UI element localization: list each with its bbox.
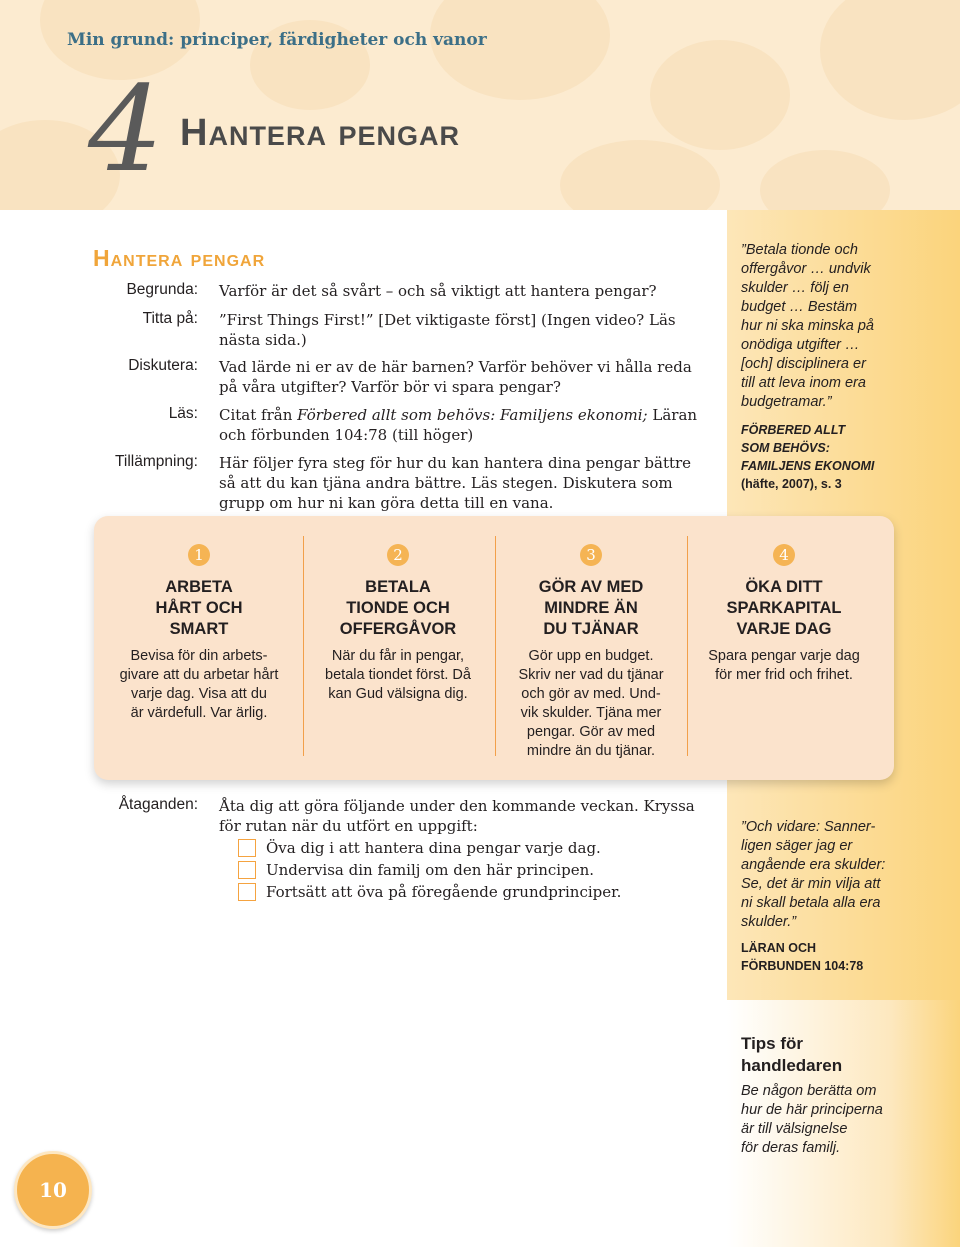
commitment-checkbox[interactable] [238, 883, 256, 901]
step-3 [496, 516, 686, 780]
quote-line: hur ni ska minska på [741, 318, 874, 334]
step-title-line: GÖR AV MED [538, 578, 644, 596]
step-title-line: SMART [169, 620, 229, 638]
tips-text [741, 1082, 911, 1158]
source-line: SOM BEHÖVS: [741, 441, 830, 455]
step-title-line: VARJE DAG [736, 620, 832, 638]
step-desc-line: givare att du arbetar hårt [119, 667, 279, 683]
step-title-line: ÖKA DITT [745, 578, 823, 596]
step-number: 4 [773, 544, 795, 566]
step-description [504, 647, 678, 761]
row-text: Vad lärde ni er av de här barnen? Varför behöver vi hålla reda på våra utgifter? Varför bör vi spara pengar? [219, 358, 692, 396]
commitment-item[interactable] [238, 882, 718, 902]
step-description [697, 647, 871, 685]
step-title-line: OFFERGÅVOR [339, 620, 457, 638]
quote-line: skulder.” [741, 914, 797, 930]
step-desc-line: mindre än du tjänar. [526, 743, 656, 759]
row-label: Titta på: [142, 310, 198, 327]
step-title-line: SPARKAPITAL [726, 599, 842, 617]
chapter-title: Hantera pengar [180, 112, 461, 154]
commitment-checkbox[interactable] [238, 861, 256, 879]
step-title [104, 577, 294, 640]
step-desc-line: vik skulder. Tjäna mer [520, 705, 662, 721]
row-label: Begrunda: [126, 281, 198, 298]
chapter-number: 4 [88, 60, 164, 198]
step-description [112, 647, 286, 723]
step-title [303, 577, 493, 640]
step-desc-line: pengar. Gör av med [526, 724, 656, 740]
row-text [219, 405, 709, 445]
step-title-line: DU TJÄNAR [543, 620, 639, 638]
commitment-checkbox[interactable] [238, 839, 256, 857]
step-1 [104, 516, 294, 780]
row-label: Tillämpning: [115, 453, 198, 470]
commitment-text: Öva dig i att hantera dina pengar varje dag. [266, 839, 601, 857]
step-desc-line: varje dag. Visa att du [131, 686, 267, 702]
step-divider [687, 536, 688, 756]
source-line: FÖRBERED ALLT [741, 423, 846, 437]
quote-line: [och] disciplinera er [741, 356, 866, 372]
quote-line: ni skall betala alla era [741, 895, 881, 911]
step-desc-line: kan Gud välsigna dig. [328, 686, 468, 702]
row-text: Varför är det så svårt – och så viktigt att hantera pengar? [219, 282, 657, 300]
sidebar-quote-debts [741, 818, 941, 932]
commitments-label: Åtaganden: [118, 796, 198, 813]
step-number: 1 [188, 544, 210, 566]
row-text-pre: Citat från [219, 406, 298, 424]
row-label: Läs: [168, 405, 198, 422]
step-desc-line: När du får in pengar, [331, 648, 465, 664]
sidebar-quote-source [741, 939, 941, 975]
step-title-line: HÅRT OCH [155, 599, 243, 617]
step-desc-line: för mer frid och frihet. [715, 667, 853, 683]
commitments-intro: Åta dig att göra följande under den kommande veckan. Kryssa för rutan när du utfört en uppgift: [219, 797, 695, 835]
quote-line: angående era skulder: [741, 857, 886, 873]
step-title-line: BETALA [365, 578, 431, 596]
quote-line: budget … Bestäm [741, 299, 858, 315]
step-title-line: TIONDE OCH [346, 599, 450, 617]
source-line: FAMILJENS EKONOMI [741, 459, 875, 473]
page-number-badge: 10 [14, 1151, 92, 1229]
step-2 [303, 516, 493, 780]
step-title [496, 577, 686, 640]
source-suffix: (häfte, 2007), s. 3 [741, 477, 842, 491]
row-label: Diskutera: [128, 357, 198, 374]
step-desc-line: Bevisa för din arbets- [130, 648, 268, 664]
quote-line: offergåvor … undvik [741, 261, 871, 277]
commitment-item[interactable] [238, 860, 718, 880]
step-title-line: ARBETA [165, 578, 233, 596]
quote-line: till att leva inom era [741, 375, 866, 391]
step-number: 2 [387, 544, 409, 566]
row-text: ”First Things First!” [Det viktigaste först] (Ingen video? Läs nästa sida.) [219, 311, 676, 349]
source-line: FÖRBUNDEN 104:78 [741, 959, 864, 973]
step-desc-line: och gör av med. Und- [521, 686, 661, 702]
quote-line: skulder … följ en [741, 280, 849, 296]
tips-line: för deras familj. [741, 1140, 841, 1156]
tips-line: Be någon berätta om [741, 1083, 877, 1099]
commitment-text: Undervisa din familj om den här principen. [266, 861, 595, 879]
row-text: Här följer fyra steg för hur du kan hantera dina pengar bättre så att du kan tjäna andra bättre. Läs stegen. Diskutera som grupp om hur ni kan göra detta till en vana. [219, 454, 692, 512]
sidebar-quote-source [741, 421, 941, 493]
quote-line: ligen säger jag er [741, 838, 853, 854]
step-desc-line: Skriv ner vad du tjänar [518, 667, 664, 683]
document-header: Min grund: principer, färdigheter och vanor [67, 30, 487, 50]
step-title-line: MINDRE ÄN [544, 599, 638, 617]
tips-title [741, 1033, 941, 1077]
tips-line: är till välsignelse [741, 1121, 848, 1137]
section-heading: Hantera pengar [93, 245, 266, 271]
commitment-item[interactable] [238, 838, 718, 858]
quote-line: Se, det är min vilja att [741, 876, 881, 892]
step-number: 3 [580, 544, 602, 566]
step-title [689, 577, 879, 640]
step-desc-line: Gör upp en budget. [528, 648, 654, 664]
step-description [311, 647, 485, 704]
quote-line: ”Betala tionde och [741, 242, 858, 258]
step-desc-line: betala tiondet först. Då [325, 667, 471, 683]
row-text-book-title: Förbered allt som behövs: Familjens ekonomi; [297, 406, 648, 424]
row-text-post: Läran och förbunden 104:78 (till höger) [219, 406, 698, 444]
commitment-text: Fortsätt att öva på föregående grundprinciper. [266, 883, 622, 901]
steps-panel [94, 516, 894, 780]
step-desc-line: Spara pengar varje dag [708, 648, 860, 664]
tips-title-line: Tips för [741, 1034, 804, 1053]
quote-line: onödiga utgifter … [741, 337, 860, 353]
step-desc-line: är värdefull. Var ärlig. [130, 705, 268, 721]
quote-line: budgetramar.” [741, 394, 832, 410]
tips-line: hur de här principerna [741, 1102, 883, 1118]
tips-title-line: handledaren [741, 1056, 843, 1075]
quote-line: ”Och vidare: Sanner- [741, 819, 876, 835]
step-4 [689, 516, 879, 780]
sidebar-quote-budget [741, 241, 941, 412]
source-line: LÄRAN OCH [741, 941, 816, 955]
